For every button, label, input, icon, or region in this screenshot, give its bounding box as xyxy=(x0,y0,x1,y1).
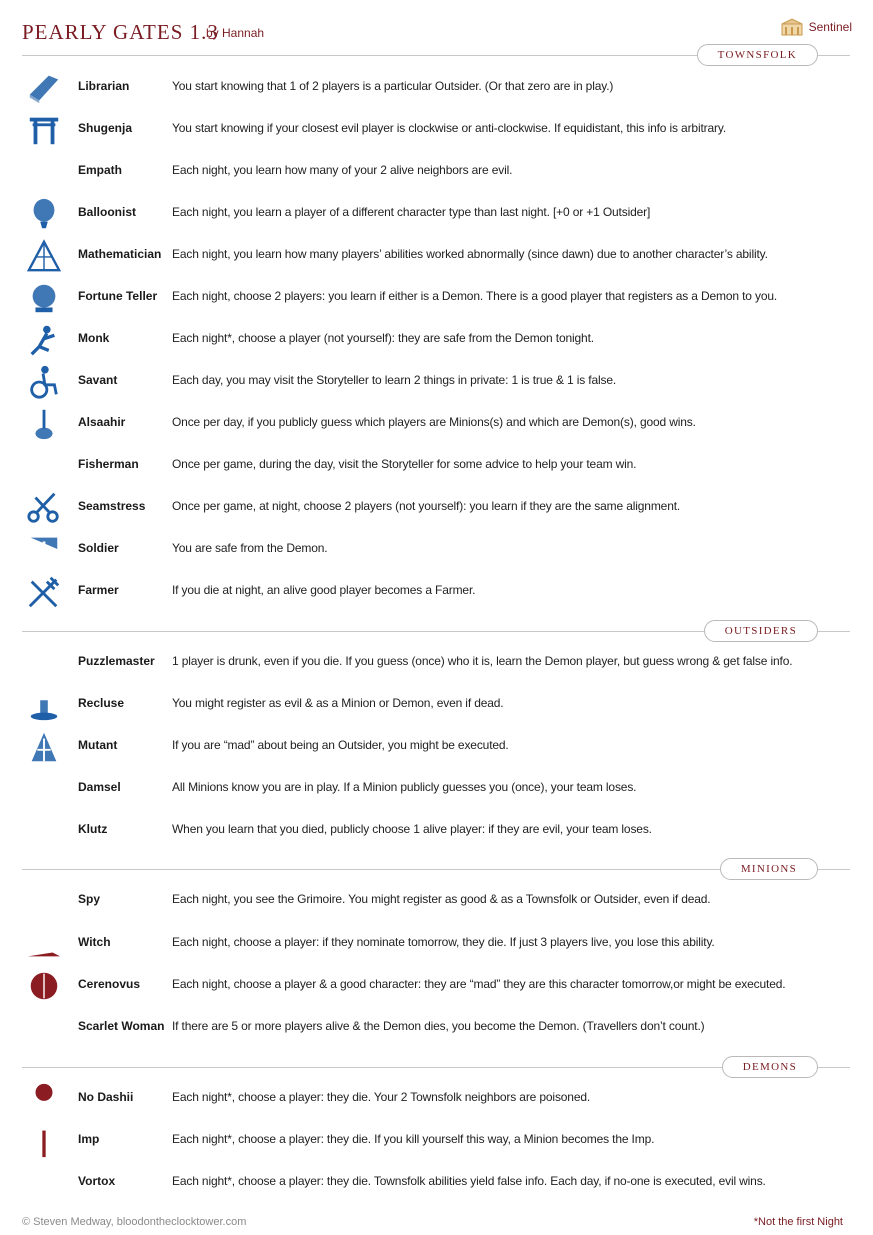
character-ability: Each night*, choose a player: they die. Townsfolk abilities yield false info. Each day, if no-one is executed, evil wins. xyxy=(172,1174,766,1188)
gate-icon xyxy=(24,112,64,148)
character-row xyxy=(22,1121,852,1161)
lips-icon xyxy=(24,1010,64,1046)
script-title: PEARLY GATES 1.3 xyxy=(22,20,219,44)
section-label: TOWNSFOLK xyxy=(697,44,818,66)
character-row xyxy=(22,320,852,360)
character-ability: Each night, you see the Grimoire. You might register as good & as a Townsfolk or Outsider, even if dead. xyxy=(172,892,711,906)
monk-icon xyxy=(24,322,64,358)
character-row xyxy=(22,727,852,767)
character-name: Recluse xyxy=(78,696,125,710)
character-row xyxy=(22,572,852,612)
section-divider-minions xyxy=(22,858,850,880)
sentinel-label: Sentinel xyxy=(808,20,852,34)
character-ability: Each night, you learn how many of your 2 alive neighbors are evil. xyxy=(172,163,513,177)
copyright: © Steven Medway, bloodontheclocktower.com xyxy=(22,1216,247,1228)
section-divider-demons xyxy=(22,1056,850,1078)
vortex-icon xyxy=(24,1165,64,1201)
character-row xyxy=(22,110,852,150)
shield-icon xyxy=(24,532,64,568)
balloon-icon xyxy=(24,196,64,232)
puzzle-icon xyxy=(24,645,64,681)
hookah-icon xyxy=(24,406,64,442)
character-ability: Once per game, during the day, visit the Storyteller for some advice to help your team win. xyxy=(172,457,637,471)
section-divider-outsiders xyxy=(22,620,850,642)
character-row xyxy=(22,881,852,921)
character-name: Spy xyxy=(78,892,101,906)
character-name: Fortune Teller xyxy=(78,289,158,303)
character-name: Savant xyxy=(78,373,118,387)
octopus-icon xyxy=(24,1081,64,1117)
character-ability: Once per game, at night, choose 2 players (not yourself): you learn if they are the same alignment. xyxy=(172,499,681,513)
section-divider-townsfolk xyxy=(22,44,850,66)
character-ability: Each night*, choose a player: they die. If you kill yourself this way, a Minion becomes the Imp. xyxy=(172,1132,655,1146)
character-row xyxy=(22,362,852,402)
character-name: Scarlet Woman xyxy=(78,1019,165,1033)
scissors-icon xyxy=(24,490,64,526)
candle-icon xyxy=(24,687,64,723)
character-name: Librarian xyxy=(78,79,130,93)
section-label: DEMONS xyxy=(722,1056,818,1078)
character-row xyxy=(22,530,852,570)
character-ability: You start knowing if your closest evil player is clockwise or anti-clockwise. If equidistant, this info is arbitrary. xyxy=(172,121,727,135)
character-ability: If you are “mad” about being an Outsider, you might be executed. xyxy=(172,738,509,752)
character-ability: When you learn that you died, publicly choose 1 alive player: if they are evil, your team loses. xyxy=(172,822,652,836)
character-ability: All Minions know you are in play. If a Minion publicly guesses you (once), your team loses. xyxy=(172,780,637,794)
character-ability: Each night, you learn how many players’ abilities worked abnormally (since dawn) due to another character’s ability. xyxy=(172,247,768,261)
character-name: Vortox xyxy=(78,1174,116,1188)
character-ability: 1 player is drunk, even if you die. If you guess (once) who it is, learn the Demon player, but guess wrong & get false info. xyxy=(172,654,793,668)
character-row xyxy=(22,966,852,1006)
character-row xyxy=(22,1008,852,1048)
slipper-icon xyxy=(24,771,64,807)
character-ability: Each night*, choose a player: they die. Your 2 Townsfolk neighbors are poisoned. xyxy=(172,1090,591,1104)
trident-icon xyxy=(24,1123,64,1159)
character-ability: Each day, you may visit the Storyteller to learn 2 things in private: 1 is true & 1 is false. xyxy=(172,373,617,387)
shoe-icon xyxy=(24,813,64,849)
character-row xyxy=(22,152,852,192)
section-label: OUTSIDERS xyxy=(704,620,818,642)
character-name: Damsel xyxy=(78,780,121,794)
character-row xyxy=(22,685,852,725)
wheelchair-icon xyxy=(24,364,64,400)
first-night-note: *Not the first Night xyxy=(753,1216,843,1228)
character-ability: Each night*, choose a player (not yourself): they are safe from the Demon tonight. xyxy=(172,331,594,345)
sentinel-icon xyxy=(781,18,803,36)
crystal-ball-icon xyxy=(24,280,64,316)
heart-icon xyxy=(24,154,64,190)
character-ability: If there are 5 or more players alive & the Demon dies, you become the Demon. (Travellers don’t count.) xyxy=(172,1019,705,1033)
character-row xyxy=(22,488,852,528)
character-row xyxy=(22,194,852,234)
character-row xyxy=(22,811,852,851)
character-name: Seamstress xyxy=(78,499,146,513)
character-row xyxy=(22,404,852,444)
character-ability: Each night, choose 2 players: you learn if either is a Demon. There is a good player that registers as a Demon to you. xyxy=(172,289,778,303)
character-name: Imp xyxy=(78,1132,100,1146)
pitchfork-icon xyxy=(24,574,64,610)
character-name: Klutz xyxy=(78,822,108,836)
character-row xyxy=(22,643,852,683)
character-ability: If you die at night, an alive good player becomes a Farmer. xyxy=(172,583,476,597)
character-row xyxy=(22,1079,852,1119)
character-ability: You are safe from the Demon. xyxy=(172,541,328,555)
character-name: Farmer xyxy=(78,583,119,597)
fish-icon xyxy=(24,448,64,484)
character-name: Witch xyxy=(78,935,111,949)
character-row xyxy=(22,446,852,486)
character-name: Mathematician xyxy=(78,247,162,261)
character-ability: You might register as evil & as a Minion or Demon, even if dead. xyxy=(172,696,504,710)
pyramid-icon xyxy=(24,238,64,274)
brain-icon xyxy=(24,968,64,1004)
character-row xyxy=(22,924,852,964)
character-name: Shugenja xyxy=(78,121,133,135)
character-ability: Each night, you learn a player of a different character type than last night. [+0 or +1 Outsider] xyxy=(172,205,651,219)
character-row xyxy=(22,278,852,318)
character-name: Alsaahir xyxy=(78,415,126,429)
character-name: Empath xyxy=(78,163,123,177)
section-label: MINIONS xyxy=(720,858,818,880)
character-row xyxy=(22,769,852,809)
sentinel-tag xyxy=(781,18,852,36)
character-row xyxy=(22,236,852,276)
character-name: Puzzlemaster xyxy=(78,654,155,668)
character-name: Cerenovus xyxy=(78,977,141,991)
character-ability: Each night, choose a player: if they nominate tomorrow, they die. If just 3 players live, you lose this ability. xyxy=(172,935,715,949)
character-ability: Each night, choose a player & a good character: they are “mad” they are this character tomorrow,or might be executed. xyxy=(172,977,786,991)
character-name: Balloonist xyxy=(78,205,137,219)
character-ability: You start knowing that 1 of 2 players is a particular Outsider. (Or that zero are in play.) xyxy=(172,79,614,93)
witch-hat-icon xyxy=(24,926,64,962)
character-name: Monk xyxy=(78,331,110,345)
spy-icon xyxy=(24,883,64,919)
character-row xyxy=(22,1163,852,1203)
character-ability: Once per day, if you publicly guess which players are Minions(s) and which are Demon(s), good wins. xyxy=(172,415,696,429)
book-icon xyxy=(24,70,64,106)
character-name: Fisherman xyxy=(78,457,139,471)
character-name: Mutant xyxy=(78,738,118,752)
character-name: Soldier xyxy=(78,541,119,555)
character-row xyxy=(22,68,852,108)
mutant-icon xyxy=(24,729,64,765)
character-name: No Dashii xyxy=(78,1090,134,1104)
script-author: by Hannah xyxy=(206,26,265,40)
